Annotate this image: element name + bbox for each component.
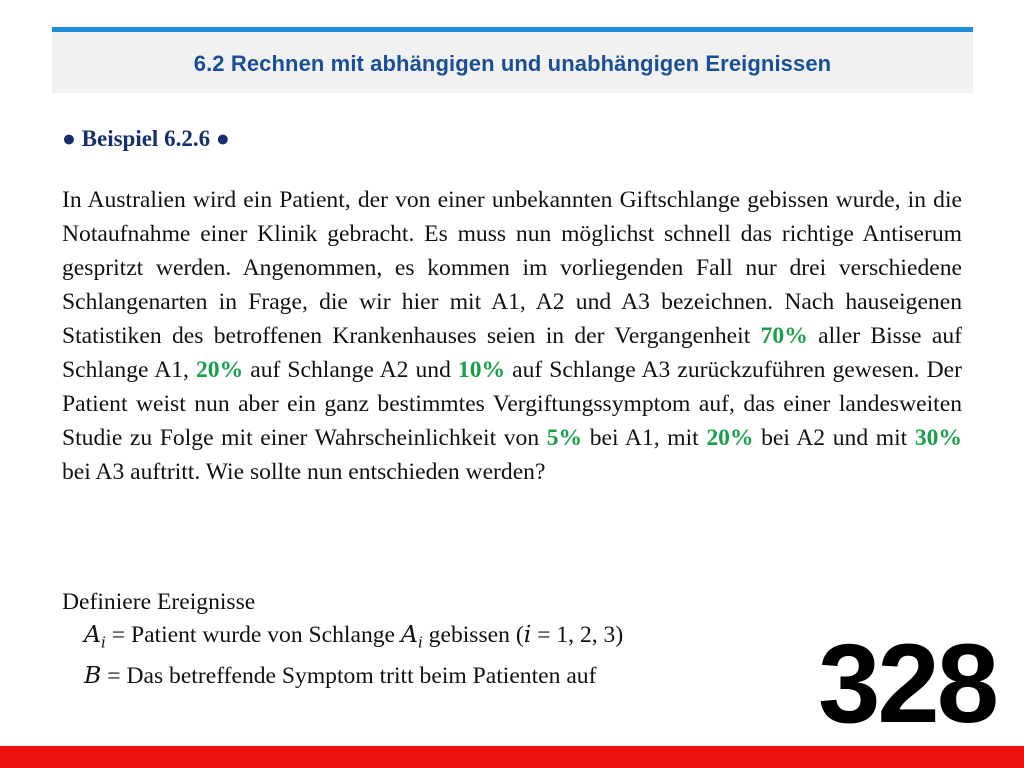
symptom-a2: 20% xyxy=(706,425,754,451)
definition-text: = 1, 2, 3) xyxy=(531,622,624,648)
definitions-block xyxy=(62,586,623,692)
paragraph-text: In Australien wird ein Patient, der von einer unbekannten Giftschlange gebissen wurde, in die Notaufnahme einer Klinik gebracht. Es muss nun möglichst schnell das richtige Antiserum gespritzt werden. Angenommen, es kommen im vorliegenden Fall nur drei verschiedene Schlangenarten in Frage, die wir hier mit A1, A2 und A3 bezeichnen. Nach hauseigenen Statistiken des betroffenen Krankenhauses seien in der Vergangenheit xyxy=(62,187,962,349)
definition-text: = Das betreffende Symptom tritt beim Patienten auf xyxy=(101,662,597,689)
definitions-title: Definiere Ereignisse xyxy=(62,589,256,615)
paragraph-text: bei A1, mit xyxy=(582,425,707,451)
symptom-a1: 5% xyxy=(546,425,583,451)
math-index: i xyxy=(523,620,532,648)
math-symbol: $A_i$ xyxy=(84,620,106,652)
paragraph-text: auf Schlange A2 und xyxy=(243,357,458,383)
symptom-a3: 30% xyxy=(914,425,962,451)
paragraph-text: bei A2 und mit xyxy=(753,425,915,451)
math-symbol: $A_i$ xyxy=(400,620,423,652)
paragraph-text: auf Schlange A3 zurückzuführen gewesen. Der Patient weist nun aber ein ganz bestimmtes Vergiftungssymptom auf, das einer landesweiten Studie zu Folge mit einer Wahrscheinlichkeit von xyxy=(62,357,962,451)
definition-text: gebissen ( xyxy=(422,622,524,648)
paragraph-text: bei A3 auftritt. Wie sollte nun entschieden werden? xyxy=(62,459,546,485)
definition-a xyxy=(62,618,623,659)
paragraph-text: aller Bisse auf Schlange A1, xyxy=(62,323,962,383)
percent-a1: 70% xyxy=(760,323,808,349)
slide-header xyxy=(52,27,973,93)
percent-a2: 20% xyxy=(196,357,244,383)
math-symbol: B xyxy=(84,660,102,689)
definition-b xyxy=(62,659,623,692)
percent-a3: 10% xyxy=(457,357,506,383)
definition-text: = Patient wurde von Schlange xyxy=(105,622,401,648)
page-number: 328 xyxy=(818,621,996,746)
slide-title: 6.2 Rechnen mit abhängigen und unabhängigen Ereignissen xyxy=(193,51,832,76)
example-paragraph xyxy=(62,183,962,489)
example-heading: ● Beispiel 6.2.6 ● xyxy=(62,126,230,151)
footer-bar xyxy=(0,746,1024,768)
